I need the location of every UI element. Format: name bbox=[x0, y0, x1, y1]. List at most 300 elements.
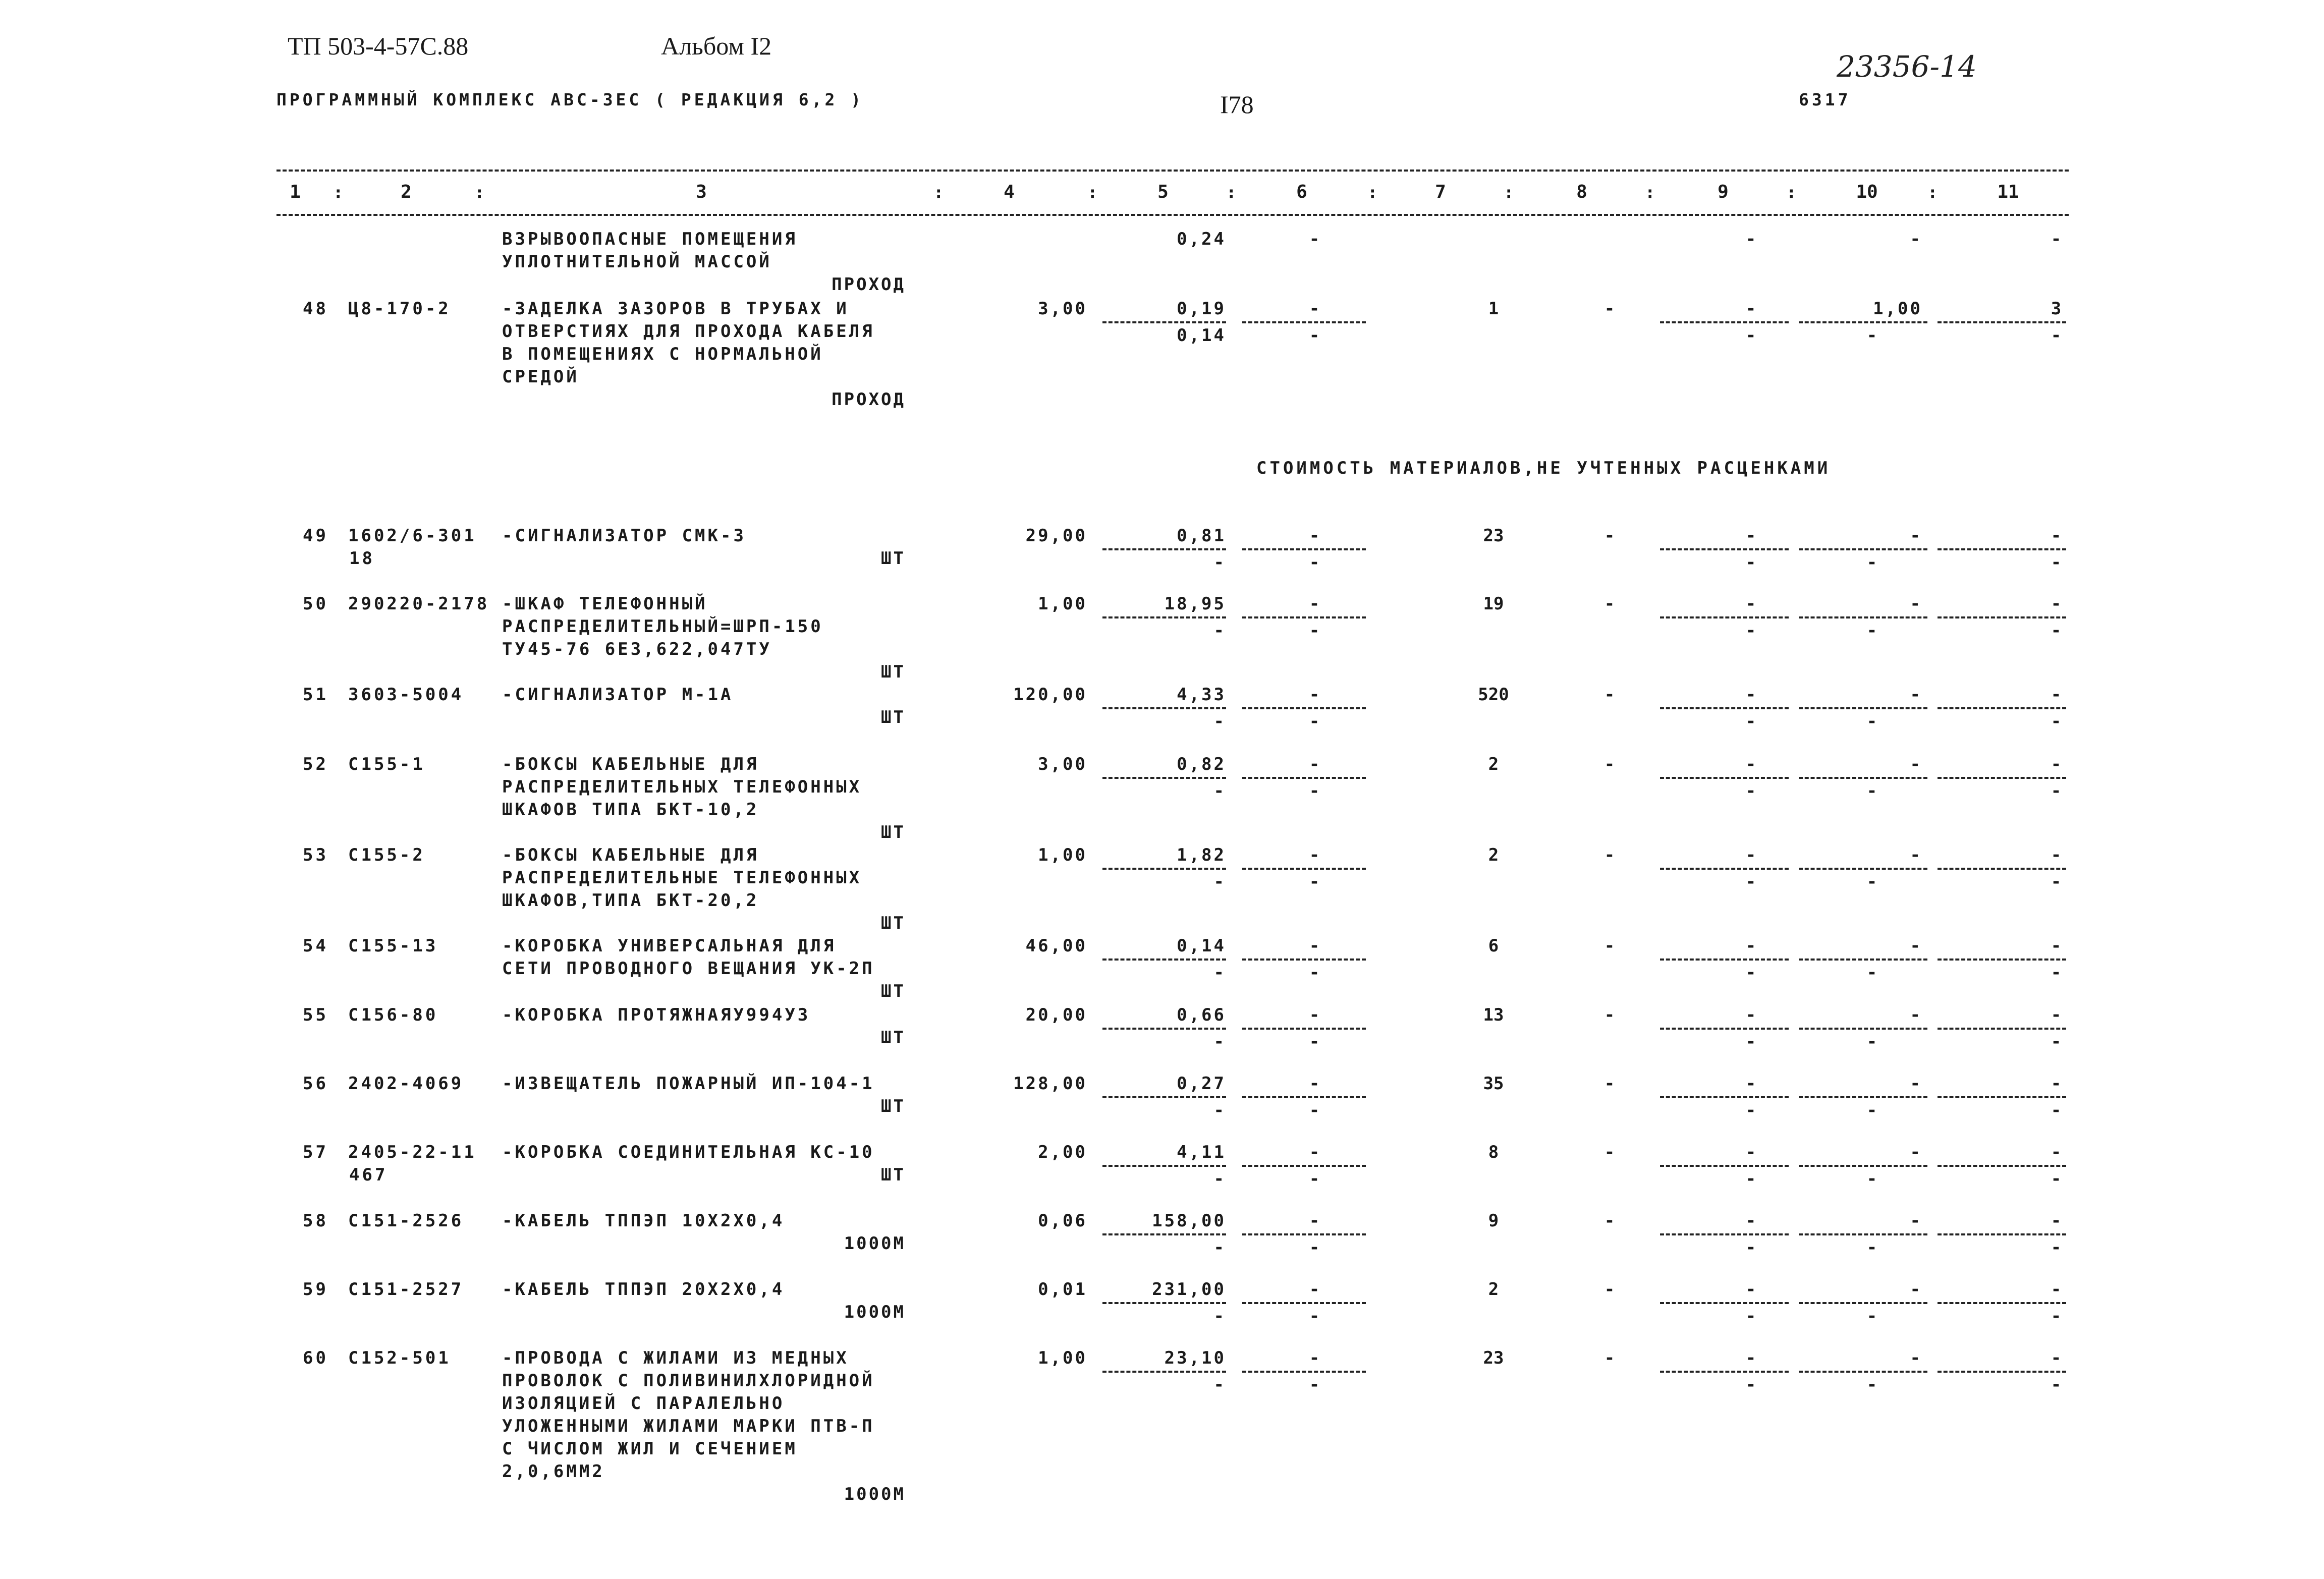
col11-low: - bbox=[2051, 872, 2062, 892]
col8-cell: - bbox=[1604, 1279, 1615, 1300]
item-unit: ШТ bbox=[881, 707, 906, 727]
section-title: СТОИМОСТЬ МАТЕРИАЛОВ,НЕ УЧТЕННЫХ РАСЦЕНКАМИ bbox=[1256, 458, 1831, 478]
total-cost-cell: 520 bbox=[1478, 685, 1509, 705]
unit-cost-cell: 0,19 bbox=[1177, 299, 1226, 319]
col9-low: - bbox=[1745, 1375, 1756, 1395]
col9-low: - bbox=[1745, 1169, 1756, 1189]
col8-cell: - bbox=[1604, 1142, 1615, 1162]
col11-cell: - bbox=[2051, 845, 2062, 865]
col6-low: - bbox=[1309, 1237, 1320, 1258]
col11-cell: - bbox=[2051, 936, 2062, 956]
total-cost-cell: 23 bbox=[1483, 1348, 1504, 1368]
col10-low: - bbox=[1866, 963, 1877, 983]
quantity-cell: 29,00 bbox=[1025, 526, 1087, 546]
item-code: 3603-5004 bbox=[348, 685, 464, 705]
item-unit: ШТ bbox=[881, 913, 906, 933]
col6-low: - bbox=[1309, 1169, 1320, 1189]
col9-low: - bbox=[1745, 872, 1756, 892]
unit-cost-low: 0,14 bbox=[1177, 325, 1226, 346]
col11-cell: - bbox=[2051, 594, 2062, 614]
cell-divider bbox=[1242, 1302, 1366, 1304]
cell-divider bbox=[1799, 1096, 1927, 1098]
item-description-line: ВЗРЫВООПАСНЫЕ ПОМЕЩЕНИЯ bbox=[502, 229, 798, 249]
col8-cell: - bbox=[1604, 754, 1615, 774]
quantity-cell: 128,00 bbox=[1013, 1074, 1087, 1094]
item-description-line: -СИГНАЛИЗАТОР М-1А bbox=[502, 685, 734, 705]
cell-divider bbox=[1938, 1165, 2066, 1167]
column-header-5: 5 bbox=[1157, 182, 1169, 202]
row-number: 50 bbox=[303, 594, 328, 614]
col8-cell: - bbox=[1604, 845, 1615, 865]
col9-cell: - bbox=[1745, 936, 1756, 956]
cell-divider bbox=[1242, 868, 1366, 870]
doc-code: ТП 503-4-57С.88 bbox=[288, 32, 469, 60]
cell-divider bbox=[1799, 777, 1927, 779]
item-code: 2405-22-11 bbox=[348, 1142, 477, 1162]
col8-cell: - bbox=[1604, 685, 1615, 705]
col6-cell: - bbox=[1309, 1279, 1320, 1300]
col9-low: - bbox=[1745, 781, 1756, 801]
album-label: Альбом I2 bbox=[661, 32, 772, 60]
cell-divider bbox=[1242, 1233, 1366, 1235]
quantity-cell: 1,00 bbox=[1038, 845, 1087, 865]
cell-divider bbox=[1660, 1096, 1789, 1098]
item-unit: ШТ bbox=[881, 981, 906, 1001]
item-description-line: СЕТИ ПРОВОДНОГО ВЕЩАНИЯ УК-2П bbox=[502, 958, 875, 979]
col8-cell: - bbox=[1604, 1074, 1615, 1094]
col9-low: - bbox=[1745, 963, 1756, 983]
item-description-line: В ПОМЕЩЕНИЯХ С НОРМАЛЬНОЙ bbox=[502, 344, 823, 364]
unit-cost-low: - bbox=[1213, 1306, 1226, 1326]
col10-cell: - bbox=[1910, 1142, 1922, 1162]
cell-divider bbox=[1102, 1096, 1226, 1098]
item-description-line: -ПРОВОДА С ЖИЛАМИ ИЗ МЕДНЫХ bbox=[502, 1348, 849, 1368]
item-description-line: ТУ45-76 6Е3,622,047ТУ bbox=[502, 639, 772, 659]
unit-cost-cell: 0,24 bbox=[1177, 229, 1226, 249]
cell-divider bbox=[1660, 707, 1789, 709]
total-cost-cell: 19 bbox=[1483, 594, 1504, 614]
col9-cell: - bbox=[1745, 754, 1756, 774]
item-unit: 1000М bbox=[844, 1484, 906, 1504]
col6-cell: - bbox=[1309, 1211, 1320, 1231]
item-description-line: УЛОЖЕННЫМИ ЖИЛАМИ МАРКИ ПТВ-П bbox=[502, 1416, 875, 1436]
quantity-cell: 3,00 bbox=[1038, 754, 1087, 774]
col6-cell: - bbox=[1309, 229, 1320, 249]
item-unit: ШТ bbox=[881, 1028, 906, 1048]
row-number: 57 bbox=[303, 1142, 328, 1162]
col9-low: - bbox=[1745, 1237, 1756, 1258]
cell-divider bbox=[1799, 1371, 1927, 1373]
col11-low: - bbox=[2051, 711, 2062, 731]
col10-low: - bbox=[1866, 781, 1877, 801]
unit-cost-low: - bbox=[1213, 1237, 1226, 1258]
col10-low: - bbox=[1866, 1237, 1877, 1258]
col11-cell: - bbox=[2051, 754, 2062, 774]
cell-divider bbox=[1938, 958, 2066, 961]
item-description-line: СРЕДОЙ bbox=[502, 367, 579, 387]
handwritten-number: 23356-14 bbox=[1837, 49, 1977, 84]
col11-low: - bbox=[2051, 552, 2062, 573]
item-description-line: -КОРОБКА СОЕДИНИТЕЛЬНАЯ КС-10 bbox=[502, 1142, 875, 1162]
total-cost-cell: 2 bbox=[1488, 845, 1499, 865]
column-header-1: 1 bbox=[290, 182, 301, 202]
row-number: 52 bbox=[303, 754, 328, 774]
unit-cost-cell: 4,33 bbox=[1177, 685, 1226, 705]
unit-cost-cell: 158,00 bbox=[1152, 1211, 1226, 1231]
column-header-11: 11 bbox=[1997, 182, 2019, 202]
item-code: С151-2527 bbox=[348, 1279, 464, 1300]
row-number: 54 bbox=[303, 936, 328, 956]
column-separator: : bbox=[1504, 183, 1514, 203]
col10-cell: - bbox=[1910, 1211, 1922, 1231]
column-separator: : bbox=[1786, 183, 1797, 203]
unit-cost-cell: 0,27 bbox=[1177, 1074, 1226, 1094]
col6-cell: - bbox=[1309, 1074, 1320, 1094]
col10-cell: - bbox=[1910, 936, 1922, 956]
col9-low: - bbox=[1745, 1100, 1756, 1120]
unit-cost-low: - bbox=[1213, 552, 1226, 573]
item-unit: ШТ bbox=[881, 1165, 906, 1185]
unit-cost-low: - bbox=[1213, 1100, 1226, 1120]
col11-low: - bbox=[2051, 1375, 2062, 1395]
col11-low: - bbox=[2051, 781, 2062, 801]
cell-divider bbox=[1102, 616, 1226, 618]
col10-cell: - bbox=[1910, 594, 1922, 614]
column-header-8: 8 bbox=[1576, 182, 1587, 202]
col6-cell: - bbox=[1309, 594, 1320, 614]
sheet-code: 6317 bbox=[1799, 90, 1851, 109]
unit-cost-cell: 231,00 bbox=[1152, 1279, 1226, 1300]
col11-cell: 3 bbox=[2051, 299, 2062, 319]
item-code: С155-13 bbox=[348, 936, 438, 956]
item-description-line: УПЛОТНИТЕЛЬНОЙ МАССОЙ bbox=[502, 252, 772, 272]
total-cost-cell: 23 bbox=[1483, 526, 1504, 546]
unit-cost-cell: 4,11 bbox=[1177, 1142, 1226, 1162]
total-cost-cell: 8 bbox=[1488, 1142, 1499, 1162]
row-number: 49 bbox=[303, 526, 328, 546]
cell-divider bbox=[1102, 777, 1226, 779]
row-number: 51 bbox=[303, 685, 328, 705]
cell-divider bbox=[1102, 868, 1226, 870]
col9-cell: - bbox=[1745, 299, 1756, 319]
total-cost-cell: 13 bbox=[1483, 1005, 1504, 1025]
item-code-cont: 18 bbox=[349, 548, 375, 569]
item-description-line: -БОКСЫ КАБЕЛЬНЫЕ ДЛЯ bbox=[502, 845, 759, 865]
unit-cost-low: - bbox=[1213, 1375, 1226, 1395]
item-unit: ШТ bbox=[881, 662, 906, 682]
unit-cost-low: - bbox=[1213, 711, 1226, 731]
cell-divider bbox=[1242, 707, 1366, 709]
quantity-cell: 0,01 bbox=[1038, 1279, 1087, 1300]
cell-divider bbox=[1660, 1302, 1789, 1304]
item-description-line: -КАБЕЛЬ ТППЭП 10Х2Х0,4 bbox=[502, 1211, 785, 1231]
col10-low: - bbox=[1866, 552, 1877, 573]
table-top-rule bbox=[276, 170, 2069, 172]
col9-cell: - bbox=[1745, 1211, 1756, 1231]
item-description-line: РАСПРЕДЕЛИТЕЛЬНЫЙ=ШРП-150 bbox=[502, 616, 823, 637]
item-description-line: -КАБЕЛЬ ТППЭП 20Х2Х0,4 bbox=[502, 1279, 785, 1300]
cell-divider bbox=[1660, 321, 1789, 323]
cell-divider bbox=[1660, 1233, 1789, 1235]
item-description-line: -СИГНАЛИЗАТОР СМК-3 bbox=[502, 526, 746, 546]
col10-low: - bbox=[1866, 325, 1877, 346]
col11-low: - bbox=[2051, 1100, 2062, 1120]
col8-cell: - bbox=[1604, 936, 1615, 956]
total-cost-cell: 9 bbox=[1488, 1211, 1499, 1231]
unit-cost-low: - bbox=[1213, 621, 1226, 641]
col9-cell: - bbox=[1745, 845, 1756, 865]
col6-cell: - bbox=[1309, 299, 1320, 319]
col11-low: - bbox=[2051, 963, 2062, 983]
col10-low: - bbox=[1866, 1100, 1877, 1120]
unit-cost-cell: 0,66 bbox=[1177, 1005, 1226, 1025]
column-header-2: 2 bbox=[401, 182, 412, 202]
item-description-line: -ЗАДЕЛКА ЗАЗОРОВ В ТРУБАХ И bbox=[502, 299, 849, 319]
column-separator: : bbox=[1226, 183, 1237, 203]
item-code: С151-2526 bbox=[348, 1211, 464, 1231]
item-description-line: ШКАФОВ,ТИПА БКТ-20,2 bbox=[502, 890, 759, 911]
unit-cost-cell: 23,10 bbox=[1164, 1348, 1226, 1368]
col9-cell: - bbox=[1745, 1074, 1756, 1094]
item-description-line: РАСПРЕДЕЛИТЕЛЬНЫХ ТЕЛЕФОННЫХ bbox=[502, 777, 862, 797]
item-unit: ШТ bbox=[881, 548, 906, 569]
col6-low: - bbox=[1309, 1032, 1320, 1052]
column-header-6: 6 bbox=[1296, 182, 1307, 202]
col11-low: - bbox=[2051, 1169, 2062, 1189]
item-description-line: ОТВЕРСТИЯХ ДЛЯ ПРОХОДА КАБЕЛЯ bbox=[502, 321, 875, 342]
quantity-cell: 1,00 bbox=[1038, 594, 1087, 614]
col6-cell: - bbox=[1309, 936, 1320, 956]
col10-cell: - bbox=[1910, 685, 1922, 705]
item-code: С155-1 bbox=[348, 754, 425, 774]
col9-low: - bbox=[1745, 325, 1756, 346]
col6-low: - bbox=[1309, 1375, 1320, 1395]
item-unit: 1000М bbox=[844, 1233, 906, 1254]
cell-divider bbox=[1242, 1371, 1366, 1373]
col10-cell: - bbox=[1910, 229, 1922, 249]
cell-divider bbox=[1660, 1165, 1789, 1167]
cell-divider bbox=[1938, 1302, 2066, 1304]
total-cost-cell: 1 bbox=[1488, 299, 1499, 319]
column-separator: : bbox=[1087, 183, 1098, 203]
col11-cell: - bbox=[2051, 1348, 2062, 1368]
col9-low: - bbox=[1745, 621, 1756, 641]
total-cost-cell: 6 bbox=[1488, 936, 1499, 956]
cell-divider bbox=[1242, 958, 1366, 961]
row-number: 58 bbox=[303, 1211, 328, 1231]
item-description-line: -КОРОБКА УНИВЕРСАЛЬНАЯ ДЛЯ bbox=[502, 936, 837, 956]
col10-cell: 1,00 bbox=[1873, 299, 1922, 319]
column-separator: : bbox=[1645, 183, 1655, 203]
col11-cell: - bbox=[2051, 526, 2062, 546]
item-code: С155-2 bbox=[348, 845, 425, 865]
cell-divider bbox=[1938, 1233, 2066, 1235]
item-code: 1602/6-301 bbox=[348, 526, 477, 546]
quantity-cell: 46,00 bbox=[1025, 936, 1087, 956]
item-code: С156-80 bbox=[348, 1005, 438, 1025]
col10-low: - bbox=[1866, 711, 1877, 731]
column-separator: : bbox=[1367, 183, 1378, 203]
item-unit: 1000М bbox=[844, 1302, 906, 1322]
cell-divider bbox=[1799, 1165, 1927, 1167]
total-cost-cell: 2 bbox=[1488, 1279, 1499, 1300]
col6-cell: - bbox=[1309, 754, 1320, 774]
item-code: 290220-2178 bbox=[348, 594, 490, 614]
cell-divider bbox=[1799, 958, 1927, 961]
col6-cell: - bbox=[1309, 845, 1320, 865]
col10-low: - bbox=[1866, 621, 1877, 641]
col10-cell: - bbox=[1910, 754, 1922, 774]
column-header-7: 7 bbox=[1435, 182, 1446, 202]
col10-cell: - bbox=[1910, 1279, 1922, 1300]
col6-cell: - bbox=[1309, 1348, 1320, 1368]
col6-low: - bbox=[1309, 552, 1320, 573]
item-description-line: -ИЗВЕЩАТЕЛЬ ПОЖАРНЫЙ ИП-104-1 bbox=[502, 1074, 875, 1094]
column-separator: : bbox=[1927, 183, 1938, 203]
item-description-line: ШКАФОВ ТИПА БКТ-10,2 bbox=[502, 800, 759, 820]
quantity-cell: 1,00 bbox=[1038, 1348, 1087, 1368]
cell-divider bbox=[1799, 548, 1927, 550]
cell-divider bbox=[1660, 868, 1789, 870]
unit-cost-cell: 0,82 bbox=[1177, 754, 1226, 774]
unit-cost-low: - bbox=[1213, 963, 1226, 983]
col9-cell: - bbox=[1745, 594, 1756, 614]
col9-cell: - bbox=[1745, 1005, 1756, 1025]
item-description-line: РАСПРЕДЕЛИТЕЛЬНЫЕ ТЕЛЕФОННЫХ bbox=[502, 868, 862, 888]
unit-cost-cell: 0,14 bbox=[1177, 936, 1226, 956]
cell-divider bbox=[1938, 1096, 2066, 1098]
cell-divider bbox=[1242, 321, 1366, 323]
cell-divider bbox=[1242, 548, 1366, 550]
col9-cell: - bbox=[1745, 1348, 1756, 1368]
col10-low: - bbox=[1866, 1306, 1877, 1326]
col6-cell: - bbox=[1309, 526, 1320, 546]
cell-divider bbox=[1102, 548, 1226, 550]
col10-low: - bbox=[1866, 1169, 1877, 1189]
col9-low: - bbox=[1745, 711, 1756, 731]
cell-divider bbox=[1938, 777, 2066, 779]
col11-low: - bbox=[2051, 1306, 2062, 1326]
cell-divider bbox=[1938, 616, 2066, 618]
cell-divider bbox=[1660, 958, 1789, 961]
col9-cell: - bbox=[1745, 1142, 1756, 1162]
col10-cell: - bbox=[1910, 526, 1922, 546]
col11-cell: - bbox=[2051, 1005, 2062, 1025]
col10-cell: - bbox=[1910, 1074, 1922, 1094]
cell-divider bbox=[1102, 707, 1226, 709]
column-separator: : bbox=[333, 183, 344, 203]
cell-divider bbox=[1799, 616, 1927, 618]
col9-cell: - bbox=[1745, 685, 1756, 705]
col10-low: - bbox=[1866, 1032, 1877, 1052]
col6-low: - bbox=[1309, 781, 1320, 801]
item-code: 2402-4069 bbox=[348, 1074, 464, 1094]
col11-low: - bbox=[2051, 1032, 2062, 1052]
col11-cell: - bbox=[2051, 1279, 2062, 1300]
cell-divider bbox=[1102, 321, 1226, 323]
cell-divider bbox=[1102, 958, 1226, 961]
unit-cost-cell: 0,81 bbox=[1177, 526, 1226, 546]
unit-cost-cell: 1,82 bbox=[1177, 845, 1226, 865]
item-description-line: -БОКСЫ КАБЕЛЬНЫЕ ДЛЯ bbox=[502, 754, 759, 774]
item-description-line: С ЧИСЛОМ ЖИЛ И СЕЧЕНИЕМ bbox=[502, 1439, 798, 1459]
col10-cell: - bbox=[1910, 1348, 1922, 1368]
col6-low: - bbox=[1309, 325, 1320, 346]
quantity-cell: 3,00 bbox=[1038, 299, 1087, 319]
col8-cell: - bbox=[1604, 1005, 1615, 1025]
col6-cell: - bbox=[1309, 1005, 1320, 1025]
cell-divider bbox=[1799, 1302, 1927, 1304]
total-cost-cell: 2 bbox=[1488, 754, 1499, 774]
quantity-cell: 2,00 bbox=[1038, 1142, 1087, 1162]
col10-low: - bbox=[1866, 1375, 1877, 1395]
cell-divider bbox=[1660, 1028, 1789, 1030]
column-header-3: 3 bbox=[696, 182, 707, 202]
cell-divider bbox=[1242, 1165, 1366, 1167]
row-number: 48 bbox=[303, 299, 328, 319]
row-number: 53 bbox=[303, 845, 328, 865]
col11-low: - bbox=[2051, 621, 2062, 641]
item-description-line: ПРОВОЛОК С ПОЛИВИНИЛХЛОРИДНОЙ bbox=[502, 1371, 875, 1391]
cell-divider bbox=[1799, 707, 1927, 709]
unit-cost-low: - bbox=[1213, 872, 1226, 892]
cell-divider bbox=[1938, 868, 2066, 870]
unit-cost-cell: 18,95 bbox=[1164, 594, 1226, 614]
col9-low: - bbox=[1745, 552, 1756, 573]
cell-divider bbox=[1938, 548, 2066, 550]
col6-low: - bbox=[1309, 963, 1320, 983]
item-unit: ШТ bbox=[881, 1096, 906, 1116]
col6-low: - bbox=[1309, 872, 1320, 892]
row-number: 59 bbox=[303, 1279, 328, 1300]
cell-divider bbox=[1660, 548, 1789, 550]
col10-low: - bbox=[1866, 872, 1877, 892]
col8-cell: - bbox=[1604, 594, 1615, 614]
col9-low: - bbox=[1745, 1032, 1756, 1052]
cell-divider bbox=[1799, 321, 1927, 323]
col10-cell: - bbox=[1910, 1005, 1922, 1025]
col11-low: - bbox=[2051, 1237, 2062, 1258]
col11-cell: - bbox=[2051, 685, 2062, 705]
cell-divider bbox=[1102, 1302, 1226, 1304]
column-header-9: 9 bbox=[1718, 182, 1729, 202]
col8-cell: - bbox=[1604, 1211, 1615, 1231]
cell-divider bbox=[1938, 707, 2066, 709]
table-header-rule bbox=[276, 214, 2069, 216]
col8-cell: - bbox=[1604, 1348, 1615, 1368]
item-code-cont: 467 bbox=[349, 1165, 388, 1185]
cell-divider bbox=[1242, 1028, 1366, 1030]
col8-cell: - bbox=[1604, 299, 1615, 319]
cell-divider bbox=[1660, 616, 1789, 618]
column-header-4: 4 bbox=[1004, 182, 1015, 202]
quantity-cell: 120,00 bbox=[1013, 685, 1087, 705]
col11-low: - bbox=[2051, 325, 2062, 346]
unit-cost-low: - bbox=[1213, 1169, 1226, 1189]
col6-cell: - bbox=[1309, 685, 1320, 705]
cell-divider bbox=[1660, 1371, 1789, 1373]
item-description-line: -ШКАФ ТЕЛЕФОННЫЙ bbox=[502, 594, 708, 614]
unit-cost-low: - bbox=[1213, 1032, 1226, 1052]
cell-divider bbox=[1799, 868, 1927, 870]
cell-divider bbox=[1799, 1028, 1927, 1030]
item-unit: ШТ bbox=[881, 822, 906, 842]
col6-low: - bbox=[1309, 621, 1320, 641]
column-header-10: 10 bbox=[1856, 182, 1878, 202]
item-description-line: ИЗОЛЯЦИЕЙ С ПАРАЛЕЛЬНО bbox=[502, 1393, 785, 1414]
col9-low: - bbox=[1745, 1306, 1756, 1326]
col11-cell: - bbox=[2051, 1074, 2062, 1094]
